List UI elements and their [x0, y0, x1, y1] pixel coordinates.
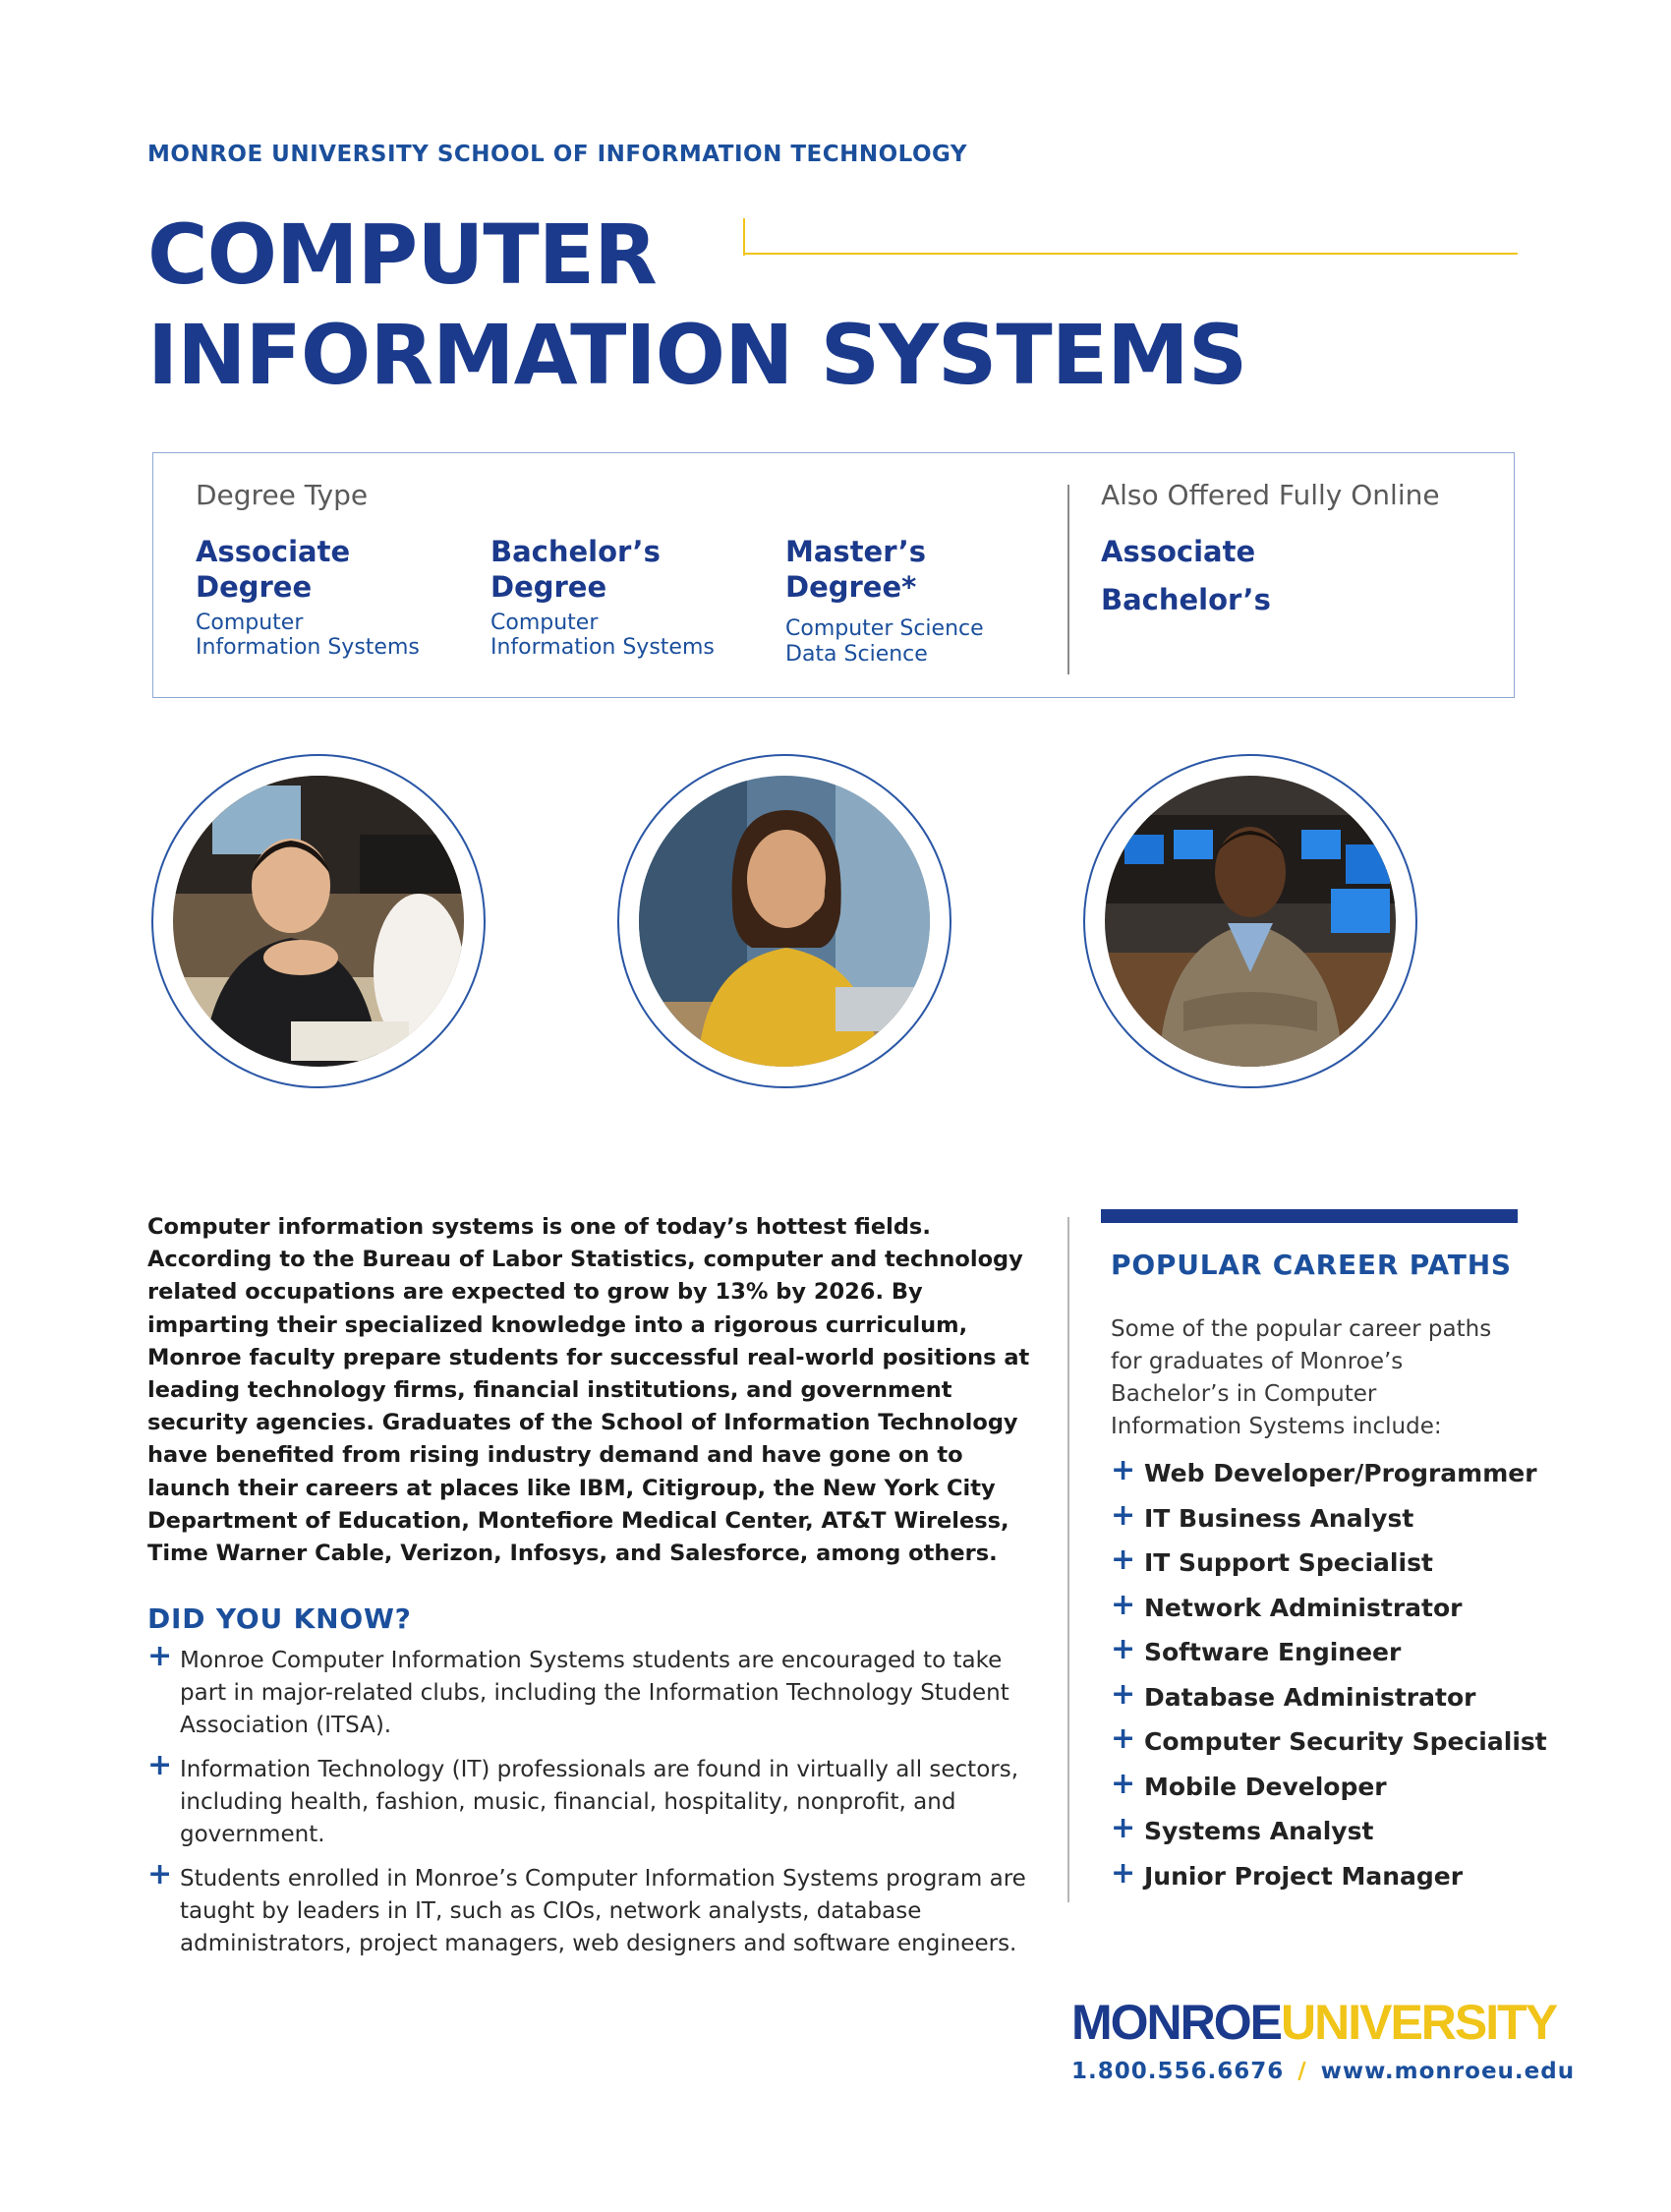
contact-separator: /	[1297, 2059, 1307, 2084]
degree-associate	[196, 534, 420, 660]
online-label: Also Offered Fully Online	[1101, 479, 1440, 511]
career-label: IT Support Specialist	[1144, 1548, 1433, 1577]
contact-line	[1071, 2059, 1576, 2084]
sidebar-divider	[1067, 1217, 1069, 1902]
student-photo-1	[173, 776, 464, 1067]
plus-icon: +	[1111, 1855, 1136, 1891]
website-link[interactable]: www.monroeu.edu	[1320, 2059, 1576, 2084]
school-name: MONROE UNIVERSITY SCHOOL OF INFORMATION TECHNOLOGY	[147, 142, 968, 167]
career-label: Computer Security Specialist	[1144, 1727, 1547, 1756]
intro-paragraph: Computer information systems is one of today’s hottest fields. According to the Bureau of Labor Statistics, computer and technology related occupations are expected to grow by 13% by 2026. By imparting their specialized knowledge into a rigorous curriculum, Monroe faculty prepare students for successful real-world positions at leading technology firms, financial institutions, and government security agencies. Graduates of the School of Information Technology have benefited from rising industry demand and have gone on to launch their careers at places like IBM, Citigroup, the New York City Department of Education, Montefiore Medical Center, AT&T Wireless, Time Warner Cable, Verizon, Infosys, and Salesforce, among others.	[147, 1214, 1030, 1567]
degree-program-2: Information Systems	[196, 635, 420, 660]
degree-name: Bachelor’s	[490, 535, 661, 568]
career-label: Junior Project Manager	[1144, 1861, 1464, 1891]
gold-rule-vertical	[743, 218, 745, 256]
degree-bachelors	[490, 534, 715, 660]
career-item	[1111, 1497, 1547, 1549]
phone-number[interactable]: 1.800.556.6676	[1071, 2059, 1285, 2084]
photo-ring-1	[151, 754, 486, 1088]
degree-program-2: Information Systems	[490, 635, 715, 660]
title-line-1: COMPUTER	[147, 206, 657, 303]
degree-name-2: Degree	[196, 570, 313, 604]
degree-program-2: Data Science	[785, 642, 928, 667]
did-you-know-heading: DID YOU KNOW?	[147, 1602, 412, 1635]
career-item	[1111, 1855, 1547, 1907]
degree-program: Computer Science	[785, 616, 984, 641]
logo-university: UNIVERSITY	[1281, 1995, 1557, 2050]
degree-program: Computer	[196, 611, 304, 635]
career-label: Software Engineer	[1144, 1638, 1402, 1666]
plus-icon: +	[1111, 1587, 1136, 1622]
fact-text: Students enrolled in Monroe’s Computer Information Systems program are taught by leaders in IT, such as CIOs, network analysts, database administrators, project managers, web designers and software engineers.	[180, 1866, 1026, 1956]
plus-icon: +	[1111, 1811, 1136, 1845]
plus-icon: +	[1111, 1543, 1136, 1577]
student-photo-2	[639, 776, 930, 1067]
degree-name-2: Degree*	[785, 570, 917, 604]
logo-monroe: MONROE	[1071, 1995, 1281, 2050]
plus-icon: +	[147, 1857, 173, 1892]
fact-item-3	[147, 1857, 1032, 1960]
career-item	[1111, 1587, 1547, 1639]
career-label: Database Administrator	[1144, 1682, 1476, 1712]
career-paths-intro: Some of the popular career paths for graduates of Monroe’s Bachelor’s in Computer Information Systems include:	[1111, 1316, 1492, 1439]
career-paths-heading: POPULAR CAREER PATHS	[1111, 1249, 1512, 1281]
career-label: Network Administrator	[1144, 1593, 1463, 1622]
plus-icon: +	[1111, 1453, 1136, 1487]
plus-icon: +	[1111, 1721, 1136, 1756]
career-item	[1111, 1766, 1547, 1818]
career-item	[1111, 1721, 1547, 1773]
fact-text: Information Technology (IT) professionals are found in virtually all sectors, including health, fashion, music, financial, hospitality, nonprofit, and government.	[180, 1757, 1019, 1847]
career-label: IT Business Analyst	[1144, 1503, 1414, 1533]
gold-rule-horizontal	[744, 253, 1518, 255]
degree-box-divider	[1067, 485, 1069, 674]
fact-item-2	[147, 1748, 1032, 1851]
monroe-university-logo	[1071, 1994, 1556, 2051]
degree-type-label: Degree Type	[196, 479, 369, 511]
career-label: Web Developer/Programmer	[1144, 1459, 1537, 1487]
degree-name-2: Degree	[490, 570, 607, 604]
plus-icon: +	[1111, 1676, 1136, 1712]
degree-masters	[785, 534, 984, 673]
career-list	[1111, 1453, 1547, 1906]
online-associate: Associate	[1101, 535, 1256, 568]
career-item	[1111, 1811, 1547, 1862]
photo-ring-2	[617, 754, 951, 1088]
fact-item-1	[147, 1639, 1032, 1742]
degree-name: Master’s	[785, 535, 927, 568]
career-item	[1111, 1632, 1547, 1683]
degree-program: Computer	[490, 611, 599, 635]
career-item	[1111, 1543, 1547, 1594]
career-label: Mobile Developer	[1144, 1772, 1387, 1801]
plus-icon: +	[1111, 1632, 1136, 1666]
career-label: Systems Analyst	[1144, 1817, 1374, 1845]
career-item	[1111, 1676, 1547, 1728]
career-item	[1111, 1453, 1547, 1504]
fact-text: Monroe Computer Information Systems students are encouraged to take part in major-related clubs, including the Information Technology Student Association (ITSA).	[180, 1648, 1009, 1738]
plus-icon: +	[147, 1748, 173, 1782]
plus-icon: +	[1111, 1766, 1136, 1801]
student-photo-3	[1105, 776, 1396, 1067]
title-line-2: INFORMATION SYSTEMS	[147, 307, 1247, 403]
sidebar-accent-bar	[1101, 1209, 1518, 1223]
photo-ring-3	[1083, 754, 1417, 1088]
online-bachelors: Bachelor’s	[1101, 583, 1271, 616]
plus-icon: +	[1111, 1497, 1136, 1533]
degree-name: Associate	[196, 535, 351, 568]
page-title	[147, 204, 1246, 405]
plus-icon: +	[147, 1639, 173, 1673]
